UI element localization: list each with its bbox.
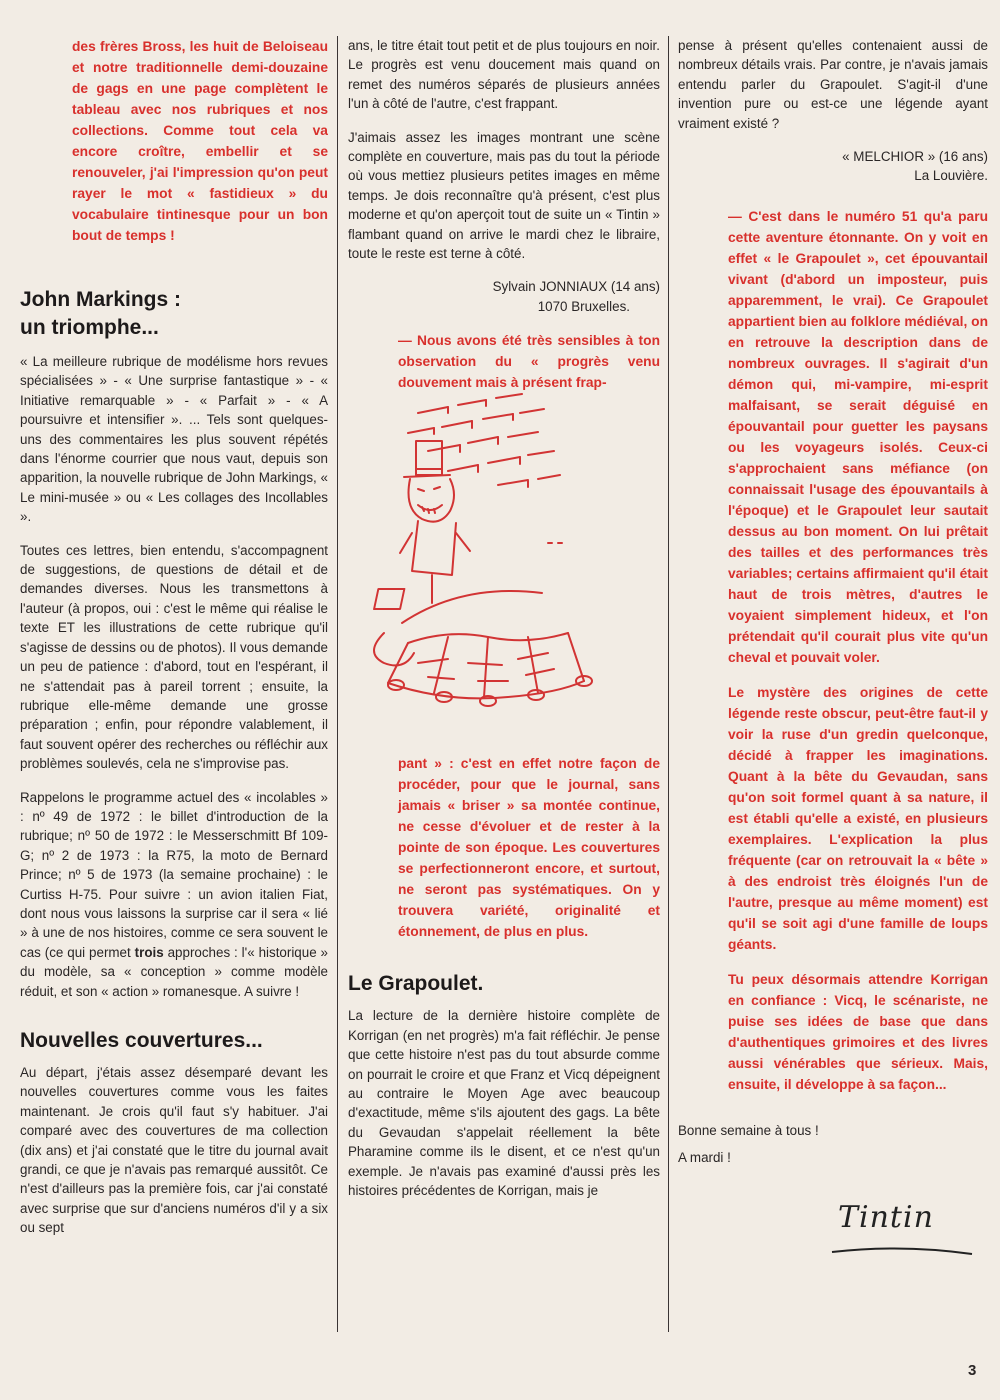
letter-signature-name: Sylvain JONNIAUX (14 ans): [492, 279, 660, 295]
reply-grapoulet: — C'est dans le numéro 51 qu'a paru cette aventure étonnante. On y voit en effet « le Grapoulet », cet épouvantail vivant (d'abord un imposteur, puis apparemment, le vrai). Ce Grapoulet appartient bien au folklore médiéval, on en retrouve la description dans de nombreux ouvrages. Il s'agirait d'un démon qui, mi-vampire, mi-esprit malfaisant, se serait déguisé en épouvantail pour guetter les paysans ou les voyageurs isolés. Ceux-ci s'approchaient sans méfiance (on connaissait l'usage des épouvantails à l'époque) et le Grapoulet leur sautait dessus au bon moment. On lui prêtait des tailles et des performances très variables; certains affirmaient qu'il était haut de trois mètres, d'autres le voyaient simplement hideux, et l'on prétendait qu'il courait plus vite qu'un cheval et pouvait voler.: [728, 208, 988, 665]
column-rule-left: [337, 36, 338, 1332]
paragraph-programme: [20, 788, 328, 1001]
heading-le-grapoulet: Le Grapoulet.: [348, 972, 484, 996]
reply-start: — Nous avons été très sensibles à ton observation du « progrès venu douvement mais à présent frap-: [398, 333, 660, 391]
column-3: [678, 36, 988, 1270]
letter-signature-name: « MELCHIOR » (16 ans): [842, 149, 988, 165]
reply-korrigan: Tu peux désormais attendre Korrigan en confiance : Vicq, le scénariste, ne puise ses idées de base que dans d'authentiques grimoires et des livres aussi vénérables que sérieux. Mais, ensuite, il développe à sa façon...: [728, 971, 988, 1092]
intro-reply: des frères Bross, les huit de Beloiseau et notre traditionnelle demi-douzaine de gags en une page complètent le tableau avec nos rubriques et nos collections. Comme tout cela va encore croître, embellir et se renouveler, j'ai l'impression qu'on peut rayer le mot « fastidieux » du vocabulaire tintinesque pour un bon bout de temps !: [72, 39, 328, 243]
paragraph: J'aimais assez les images montrant une scène complète en couverture, mais pas du tout la période où vous mettiez plusieurs petites images en même temps. Je dois reconnaître qu'à présent, c'est plus moderne et qu'on aperçoit tout de suite un « Tintin » flambant quand on arrive le mardi chez le libraire, toute le reste est terne à côté.: [348, 129, 660, 262]
heading-john-markings-line2: un triomphe...: [20, 316, 159, 339]
scarecrow-drawing-icon: [348, 393, 660, 753]
reply-continued: pant » : c'est en effet notre façon de procéder, pour que le journal, sans jamais « briser » sa montée continue, ne cesse d'évoluer et de rester à la pointe de son époque. Les couvertures se perfectionneront encore, et surtout, ne seront pas systématiques. On y trouvera variété, originalité et étonnement, de plus en plus.: [398, 756, 660, 940]
programme-text-b: approches : l'« historique » du modèle, sa « conception » comme modèle réduit, et son « action » romanesque. A suivre !: [20, 944, 329, 999]
programme-bold: trois: [134, 944, 164, 960]
heading-nouvelles-couvertures: Nouvelles couvertures...: [20, 1029, 263, 1052]
paragraph: La lecture de la dernière histoire complète de Korrigan (en net progrès) m'a fait réfléchir. Je pense que cette histoire n'est pas du tout absurde comme on pourrait le croire et que Franz et Vicq dépeignent au contraire le Moyen Age avec beaucoup d'exactitude, même s'ils ajoutent des gags. La bête du Gevaudan s'appelait réellement la bête Pharamine comme ils le disent, et ce n'est qu'un exemple. Je n'avais pas examiné d'aussi près les histoires précédentes de Korrigan, mais je: [348, 1008, 660, 1198]
reply-mystere: Le mystère des origines de cette légende reste obscur, peut-être faut-il y voir la ruse d'un gredin quelconque, décidé à frapper les imaginations. Quant à la bête du Gevaudan, sans qu'on soit formel quant à sa nature, il est établi qu'elle a existé, en plusieurs exemplaires. L'explication la plus fréquente (car on retrouvait la « bête » à des endroist très éloignés l'un de l'autre, presque au même moment) est qu'il se soit agi d'une famille de loups géants.: [728, 684, 988, 952]
heading-john-markings-line1: John Markings :: [20, 288, 182, 311]
paragraph: « La meilleure rubrique de modélisme hors revues spécialisées » - « Une surprise fantastique » - « Initiative remarquable » - « Parfait » - « A poursuivre et intensifier ». ... Tels sont quelques-uns des commentaires les plus souvent répétés dans l'énorme courrier que nous vaut, depuis son apparition, la nouvelle rubrique de John Markings, « Le mini-musée » ou « Les collages des Incollables ».: [20, 354, 328, 525]
tintin-signature: [678, 1190, 988, 1270]
tintin-signature-text: Tintin: [838, 1199, 934, 1235]
heading-john-markings: [20, 286, 328, 342]
closing-line: Bonne semaine à tous !: [678, 1122, 819, 1138]
closing-line: A mardi !: [678, 1150, 731, 1166]
grapoulet-illustration: [348, 393, 660, 753]
signature-underline-icon: [828, 1242, 978, 1262]
paragraph: pense à présent qu'elles contenaient aussi de nombreux détails vrais. Par contre, je n'avais jamais entendu parler du Grapoulet. S'agit-il d'une invention pure ou est-ce une légende ayant vraiment existé ?: [678, 38, 988, 131]
column-rule-right: [668, 36, 669, 1332]
programme-text-a: Rappelons le programme actuel des « incolables » : nº 49 de 1972 : le billet d'introduction de la rubrique; nº 50 de 1972 : le Messerschmitt Bf 109-G; nº 2 de 1973 : la R75, la moto de Bernard Prince; nº 5 de 1973 (la semaine prochaine) : le Curtiss H-75. Pour suivre : un avion italien Fiat, dont nous vous laissons la surprise car il sera « lié » à une de nos histoires, comme ce sera souvent le cas (ce qui permet: [20, 789, 328, 960]
page-number: 3: [968, 1362, 977, 1379]
paragraph: Toutes ces lettres, bien entendu, s'accompagnent de suggestions, de questions de détail et de demandes diverses. Nous les transmettons à l'auteur (à propos, oui : c'est le même qui réalise le texte ET les illustrations de cette rubrique qu'il s'agisse de dessins ou de photos). Il vous demande un peu de patience : d'abord, tout en l'espérant, il ne s'attendait pas à pareil torrent ; ensuite, la rubrique elle-même demande une grosse préparation ; enfin, pour répondre valablement, il faut souvent opérer des recherches ou réfléchir aux problèmes soulevés, cela ne s'improvise pas.: [20, 542, 328, 772]
paragraph: ans, le titre était tout petit et de plus toujours en noir. Le progrès est venu doucement mais quand on remet des numéros séparés de plusieurs années l'un à côté de l'autre, c'est frappant.: [348, 38, 660, 112]
paragraph: Au départ, j'étais assez désemparé devant les nouvelles couvertures comme vous les faites maintenant. Je crois qu'il faut s'y habituer. J'ai comparé avec des couvertures de ma collection (dix ans) et j'ai constaté que le titre du journal avait grandi, ce que je n'avais pas remarqué aussitôt. Ce n'est d'ailleurs pas la première fois, car j'ai constaté avec surprise que sur d'anciens numéros d'il y a six ou sept: [20, 1065, 328, 1236]
letter-signature-city: La Louvière.: [914, 168, 988, 184]
column-2: [348, 36, 660, 1200]
column-1: [20, 36, 328, 1238]
letter-signature-city: 1070 Bruxelles.: [537, 298, 630, 314]
